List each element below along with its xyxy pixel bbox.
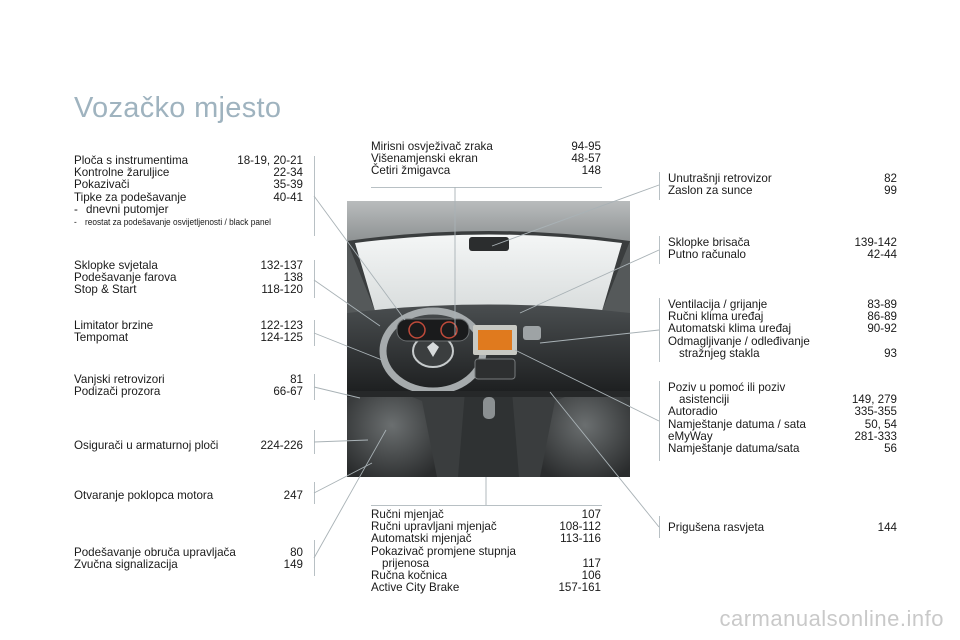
entry-label: Ventilacija / grijanje	[668, 298, 768, 311]
entry-label: Putno računalo	[668, 248, 746, 262]
entry-pages: 106	[581, 569, 601, 583]
entry-label: Kontrolne žaruljice	[74, 166, 170, 180]
entry-pages: 50, 54	[864, 417, 897, 431]
entry-label: Sklopke svjetala	[74, 259, 158, 272]
entry-pages: 247	[283, 489, 303, 502]
entry-pages: 48-57	[571, 152, 601, 166]
entry-label: Sklopke brisača	[668, 236, 750, 249]
entry-label: Osigurači u armaturnoj ploči	[74, 439, 219, 452]
entry-pages: 35-39	[273, 178, 303, 192]
entry-pages: 40-41	[273, 190, 303, 204]
entry-pages: 93	[884, 346, 897, 360]
entry-label: Ručni mjenjač	[371, 508, 444, 521]
entry-pages: 18-19, 20-21	[237, 154, 303, 167]
entry-label: stražnjeg stakla	[679, 346, 760, 360]
entry-pages: 122-123	[260, 319, 303, 332]
entry-pages: 118-120	[261, 283, 303, 297]
entry-label: Ručni upravljani mjenjač	[371, 520, 497, 534]
entry-pages: 99	[884, 184, 897, 198]
entry-pages: 124-125	[260, 331, 303, 345]
entry-pages: 149, 279	[851, 393, 897, 407]
entry-label: Active City Brake	[371, 581, 460, 595]
entry-pages: 80	[290, 546, 303, 559]
entry-pages: 107	[581, 508, 601, 521]
entry-label: - dnevni putomjer	[74, 204, 169, 216]
entry-label: Odmagljivanje / odleđivanje	[668, 334, 810, 348]
entry-label: Unutrašnji retrovizor	[668, 172, 772, 185]
entry-label: Tipke za podešavanje	[74, 190, 187, 204]
entry-label: Ručna kočnica	[371, 569, 448, 583]
entry-label: Zaslon za sunce	[668, 184, 753, 198]
entry-label: Pokazivač promjene stupnja	[371, 544, 517, 558]
entry-label: Otvaranje poklopca motora	[74, 489, 214, 502]
entry-label: Tempomat	[74, 331, 129, 345]
entry-label: Podizači prozora	[74, 385, 161, 399]
entry-label: Četiri žmigavca	[371, 164, 451, 178]
entry-label: Vanjski retrovizori	[74, 373, 165, 386]
entry-pages: 157-161	[558, 581, 601, 595]
entry-pages: 113-116	[560, 532, 601, 546]
entry-pages: 86-89	[867, 310, 897, 324]
entry-pages: 90-92	[867, 322, 897, 336]
entry-label: asistenciji	[679, 393, 730, 407]
entry-pages: 108-112	[559, 520, 601, 534]
entry-label: Autoradio	[668, 405, 718, 419]
entry-pages: 56	[884, 442, 897, 456]
page-title: Vozačko mjesto	[74, 92, 282, 124]
entry-label: Mirisni osvježivač zraka	[371, 140, 493, 153]
entry-label: Ručni klima uređaj	[668, 310, 764, 324]
entry-pages: 22-34	[273, 166, 303, 180]
entry-pages: 148	[581, 164, 601, 178]
entry-label: Prigušena rasvjeta	[668, 521, 765, 534]
entry-label: Višenamjenski ekran	[371, 152, 478, 166]
entry-pages: 144	[877, 521, 897, 534]
entry-label: Poziv u pomoć ili poziv	[668, 381, 786, 394]
entry-pages: 83-89	[867, 298, 897, 311]
entry-label: eMyWay	[668, 429, 713, 443]
entry-label: Automatski mjenjač	[371, 532, 472, 546]
entry-label: Namještanje datuma/sata	[668, 442, 800, 456]
entry-label: Ploča s instrumentima	[74, 154, 189, 167]
entry-label: Pokazivači	[74, 178, 130, 192]
entry-label: Stop & Start	[74, 283, 137, 297]
entry-pages: 82	[884, 172, 897, 185]
entry-pages: 132-137	[260, 259, 303, 272]
entry-pages: 117	[582, 556, 601, 570]
entry-label: Namještanje datuma / sata	[668, 417, 806, 431]
entry-pages: 42-44	[867, 248, 897, 262]
entry-label: Automatski klima uređaj	[668, 322, 792, 336]
entry-label: Zvučna signalizacija	[74, 558, 178, 572]
entry-pages: 335-355	[854, 405, 897, 419]
entry-label: Podešavanje farova	[74, 271, 177, 285]
entry-pages: 94-95	[571, 140, 601, 153]
entry-pages: 81	[290, 373, 303, 386]
entry-label: Limitator brzine	[74, 319, 154, 332]
entry-label: Podešavanje obruča upravljača	[74, 546, 236, 559]
entry-label: - reostat za podešavanje osvijetljenosti / black panel	[74, 216, 271, 228]
entry-pages: 66-67	[273, 385, 303, 399]
entry-pages: 139-142	[854, 236, 897, 249]
watermark: carmanualsonline.info	[719, 606, 944, 631]
entry-label: prijenosa	[382, 556, 430, 570]
entry-pages: 224-226	[260, 439, 303, 452]
entry-pages: 281-333	[854, 429, 897, 443]
entry-pages: 138	[283, 271, 303, 285]
entry-pages: 149	[283, 558, 303, 572]
